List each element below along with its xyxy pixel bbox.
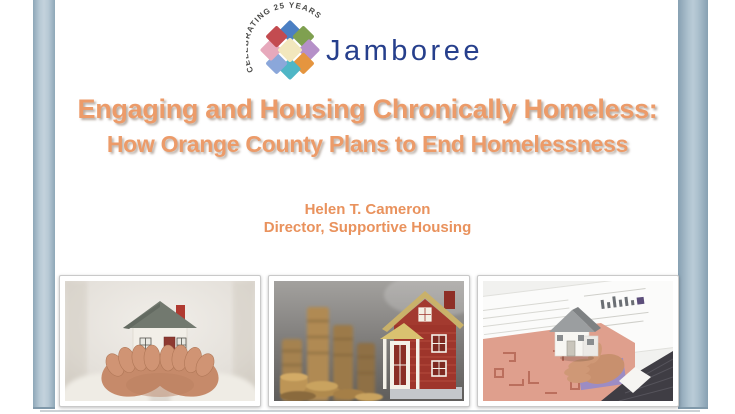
slide-title	[20, 94, 715, 158]
hands-holding-house-image	[65, 281, 255, 401]
coins-and-red-house-image	[274, 281, 464, 401]
presenter-block	[0, 201, 735, 237]
slide-bottom-edge	[40, 410, 700, 412]
presenter-role: Director, Supportive Housing	[263, 219, 472, 236]
hand-house-blueprints-image	[483, 281, 673, 401]
logo-flower-icon	[260, 20, 321, 81]
slide-title-line2: How Orange County Plans to End Homelessness	[106, 131, 629, 157]
jamboree-logo-svg	[246, 0, 486, 96]
slide-title-line1: Engaging and Housing Chronically Homeless:	[77, 94, 658, 124]
presenter-name: Helen T. Cameron	[304, 201, 431, 218]
photo-hands-holding-house	[59, 275, 261, 407]
photo-strip	[59, 275, 679, 407]
photo-hand-house-blueprints	[477, 275, 679, 407]
logo-arc-text: ATING 25 YEARS	[246, 0, 324, 34]
photo-coins-and-red-house	[268, 275, 470, 407]
jamboree-logo	[246, 0, 486, 96]
logo-wordmark: Jamboree	[326, 35, 483, 67]
